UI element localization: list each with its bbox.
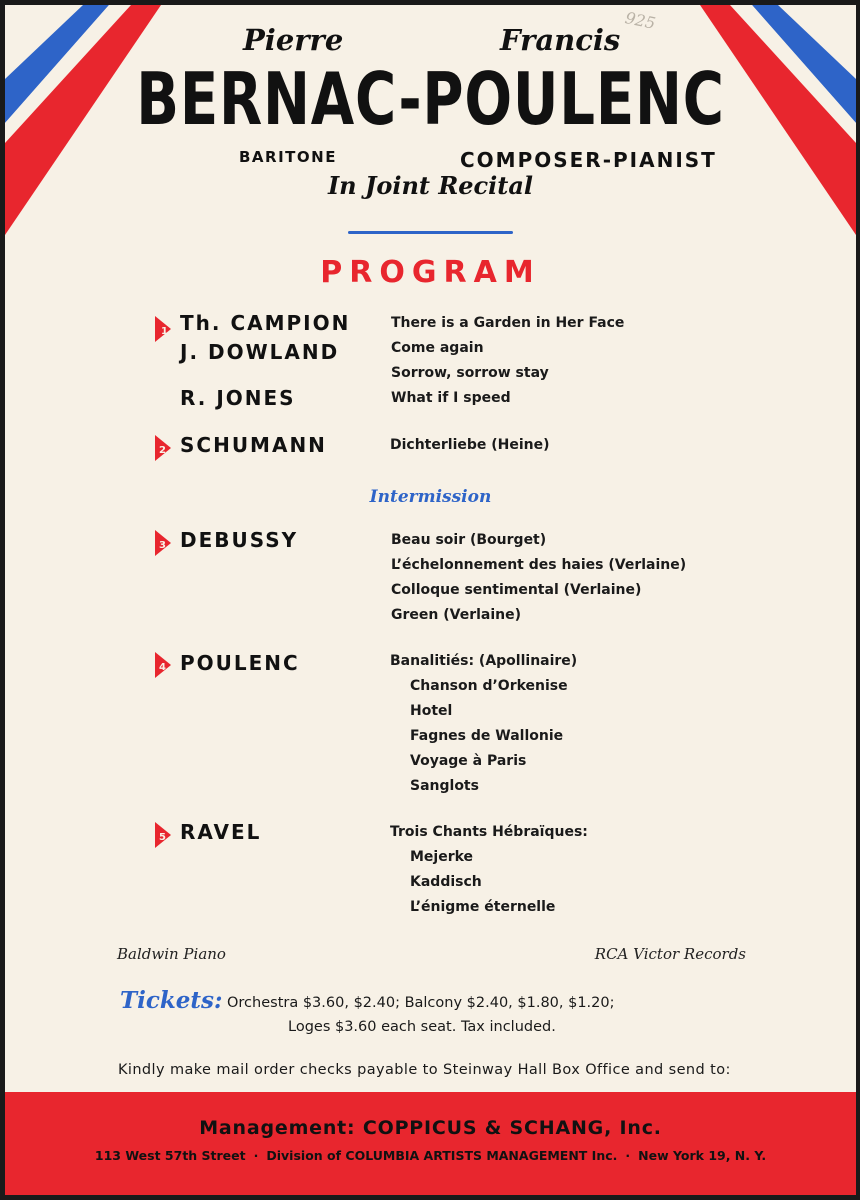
program-title: PROGRAM: [320, 255, 541, 290]
section-number: 1: [161, 326, 168, 337]
section-2-marker-icon: [153, 435, 173, 461]
ticket-notes: Loges $3.60 each seat. Tax included.: [288, 1019, 556, 1035]
work-title: Green (Verlaine): [391, 607, 521, 623]
footer-band: [5, 1092, 856, 1195]
margin-note: 925: [623, 8, 658, 33]
work-title: There is a Garden in Her Face: [391, 315, 625, 331]
composer-name: DEBUSSY: [180, 528, 299, 552]
tickets-label: Tickets:: [120, 987, 223, 1014]
work-title: Hotel: [410, 703, 453, 719]
address-line: [5, 1148, 856, 1163]
work-title: Fagnes de Wallonie: [410, 728, 564, 744]
composer-name: Th. CAMPION: [180, 311, 351, 335]
composer-name: R. JONES: [180, 386, 296, 410]
composer-name: SCHUMANN: [180, 433, 327, 457]
work-title: Chanson d’Orkenise: [410, 678, 568, 694]
work-title: Beau soir (Bourget): [391, 532, 547, 548]
pianist-first-name: Francis: [500, 23, 621, 57]
program-sheet: [5, 5, 856, 1195]
section-number: 2: [159, 445, 166, 456]
section-4-marker-icon: [153, 652, 173, 678]
section-5-marker-icon: [153, 822, 173, 848]
singer-role: BARITONE: [239, 148, 337, 166]
section-number: 4: [159, 662, 166, 673]
work-heading: Banalitiés: (Apollinaire): [390, 653, 578, 669]
intermission-label: Intermission: [369, 487, 492, 507]
work-heading: Trois Chants Hébraïques:: [390, 824, 588, 840]
work-title: Mejerke: [410, 849, 474, 865]
headline: BERNAC-POULENC: [136, 57, 725, 141]
management-line: Management: COPPICUS & SCHANG, Inc.: [199, 1117, 662, 1139]
work-title: Come again: [391, 340, 484, 356]
piano-credit: Baldwin Piano: [117, 945, 226, 963]
mail-order-note: Kindly make mail order checks payable to Steinway Hall Box Office and send to:: [118, 1062, 731, 1078]
separator-dot-icon: ·: [625, 1148, 631, 1163]
divider: [348, 231, 513, 234]
division-text: Division of COLUMBIA ARTISTS MANAGEMENT Inc.: [266, 1148, 618, 1163]
composer-name: RAVEL: [180, 820, 262, 844]
work-title: Kaddisch: [410, 874, 482, 890]
section-number: 5: [159, 832, 166, 843]
pianist-role: COMPOSER-PIANIST: [460, 148, 717, 172]
work-title: What if I speed: [391, 390, 511, 406]
work-title: Voyage à Paris: [410, 753, 527, 769]
work-title: Dichterliebe (Heine): [390, 437, 550, 453]
city-text: New York 19, N. Y.: [638, 1148, 767, 1163]
subtitle: In Joint Recital: [327, 171, 534, 200]
section-3-marker-icon: [153, 530, 173, 556]
ticket-prices: Orchestra $3.60, $2.40; Balcony $2.40, $1.80, $1.20;: [227, 995, 615, 1011]
work-title: Colloque sentimental (Verlaine): [391, 582, 642, 598]
section-number: 3: [159, 540, 166, 551]
section-1-marker-icon: [153, 316, 173, 342]
composer-name: J. DOWLAND: [180, 340, 340, 364]
work-title: Sorrow, sorrow stay: [391, 365, 549, 381]
separator-dot-icon: ·: [253, 1148, 259, 1163]
records-credit: RCA Victor Records: [594, 945, 746, 963]
work-title: L’échelonnement des haies (Verlaine): [391, 557, 687, 573]
composer-name: POULENC: [180, 651, 300, 675]
singer-first-name: Pierre: [243, 23, 344, 57]
work-title: L’énigme éternelle: [410, 899, 556, 915]
work-title: Sanglots: [410, 778, 479, 794]
street-address: 113 West 57th Street: [94, 1148, 246, 1163]
